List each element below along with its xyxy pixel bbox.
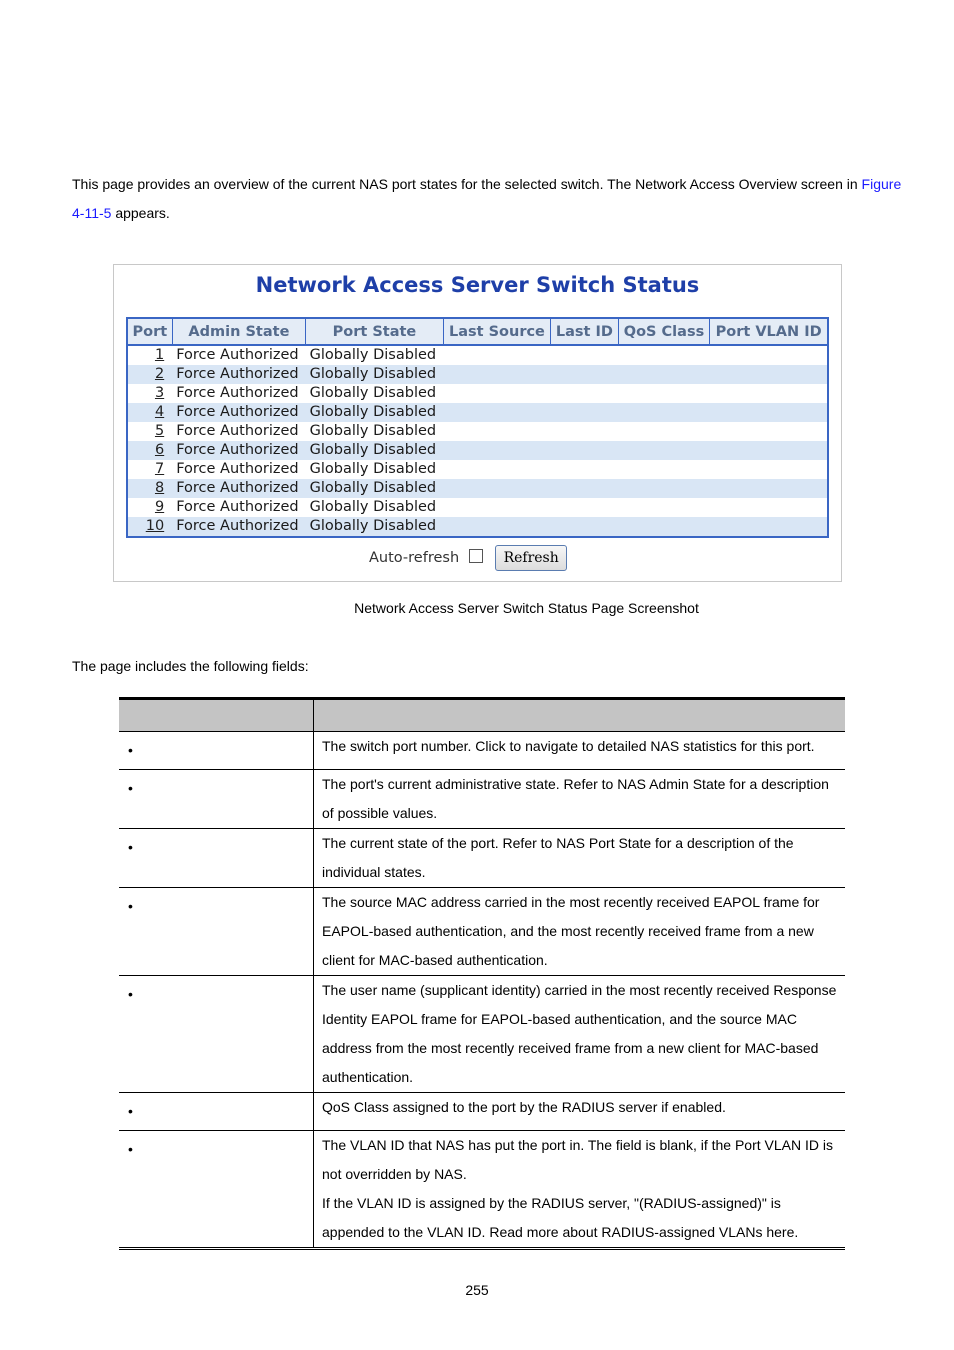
field-description-cell [314,1131,846,1249]
admin-state-cell: Force Authorized [172,365,305,384]
field-description-cell [314,732,846,770]
port-link[interactable]: 1 [154,347,165,363]
empty-cell [710,403,828,422]
port-link[interactable]: 3 [154,385,165,401]
field-description-cell [314,1093,846,1131]
port-link[interactable]: 7 [154,461,165,477]
port-state-cell: Globally Disabled [306,479,444,498]
port-state-cell: Globally Disabled [306,498,444,517]
bullet-icon: • [128,986,133,1002]
port-state-cell: Globally Disabled [306,441,444,460]
field-description-cell [314,976,846,1093]
field-description: The source MAC address carried in the most recently received EAPOL frame for EAPOL-based authentication, and the most recently received frame from a new client for MAC-based authentication. [322,894,820,968]
bullet-icon: • [128,898,133,914]
table-row [127,403,828,422]
port-state-cell: Globally Disabled [306,384,444,403]
column-header: QoS Class [618,318,710,345]
field-object-cell [119,976,314,1093]
fields-table [119,697,845,1250]
admin-state-cell: Force Authorized [172,422,305,441]
table-row [127,441,828,460]
empty-cell [618,460,710,479]
port-cell [127,479,172,498]
table-row [127,345,828,365]
port-cell [127,517,172,537]
field-description: The current state of the port. Refer to NAS Port State for a description of the individual states. [322,835,794,880]
nas-status-screenshot [113,264,842,582]
port-state-cell: Globally Disabled [306,403,444,422]
empty-cell [618,422,710,441]
empty-cell [443,460,550,479]
empty-cell [710,422,828,441]
empty-cell [551,517,619,537]
field-row [119,770,845,829]
bullet-icon: • [128,839,133,855]
table-row [127,365,828,384]
port-state-cell: Globally Disabled [306,365,444,384]
empty-cell [443,384,550,403]
table-row [127,384,828,403]
auto-refresh-group [369,545,567,571]
port-cell [127,498,172,517]
field-description: The VLAN ID that NAS has put the port in. The field is blank, if the Port VLAN ID is not overridden by NAS. [322,1137,833,1182]
field-description: If the VLAN ID is assigned by the RADIUS server, "(RADIUS-assigned)" is appended to the VLAN ID. Read more about RADIUS-assigned VLANs here. [322,1195,799,1240]
field-row [119,888,845,976]
admin-state-cell: Force Authorized [172,441,305,460]
port-cell [127,460,172,479]
field-description-cell [314,829,846,888]
admin-state-cell: Force Authorized [172,384,305,403]
empty-cell [710,498,828,517]
bullet-icon: • [128,1103,133,1119]
column-header: Port [127,318,172,345]
admin-state-cell: Force Authorized [172,517,305,537]
table-row [127,460,828,479]
empty-cell [443,345,550,365]
field-description: QoS Class assigned to the port by the RADIUS server if enabled. [322,1099,726,1115]
figure-link[interactable]: Figure 4-11-5 [72,176,902,221]
empty-cell [443,403,550,422]
port-link[interactable]: 2 [154,366,165,382]
port-link[interactable]: 9 [154,499,165,515]
field-object-cell [119,732,314,770]
port-link[interactable]: 10 [145,518,165,534]
screenshot-title: Network Access Server Switch Status [255,273,700,297]
intro-text: This page provides an overview of the current NAS port states for the selected switch. The Network Access Overview screen in [72,176,862,192]
column-header: Last Source [443,318,550,345]
table-body [127,345,828,537]
empty-cell [551,460,619,479]
empty-cell [551,498,619,517]
field-object-cell [119,829,314,888]
admin-state-cell: Force Authorized [172,403,305,422]
port-link[interactable]: 5 [154,423,165,439]
field-row [119,1131,845,1249]
empty-cell [618,441,710,460]
field-description-cell [314,770,846,829]
port-state-cell: Globally Disabled [306,345,444,365]
admin-state-cell: Force Authorized [172,479,305,498]
table-row [127,422,828,441]
empty-cell [551,422,619,441]
table-row [127,517,828,537]
field-object-cell [119,770,314,829]
empty-cell [443,422,550,441]
port-state-cell: Globally Disabled [306,517,444,537]
bullet-icon: • [128,1141,133,1157]
field-description: The port's current administrative state. Refer to NAS Admin State for a description of possible values. [322,776,829,821]
refresh-button[interactable]: Refresh [495,545,567,571]
empty-cell [443,365,550,384]
auto-refresh-checkbox[interactable] [469,549,483,563]
empty-cell [551,403,619,422]
bullet-icon: • [128,780,133,796]
empty-cell [618,403,710,422]
fields-header-description [314,699,846,732]
table-row [127,479,828,498]
port-cell [127,403,172,422]
port-link[interactable]: 6 [154,442,165,458]
empty-cell [443,441,550,460]
empty-cell [618,479,710,498]
column-header: Port VLAN ID [710,318,828,345]
empty-cell [443,498,550,517]
bullet-icon: • [128,742,133,758]
admin-state-cell: Force Authorized [172,498,305,517]
intro-suffix: appears. [111,205,170,221]
page-number: 255 [465,1282,489,1298]
field-object-cell [119,1093,314,1131]
empty-cell [710,460,828,479]
fields-header-row [119,699,845,732]
empty-cell [618,365,710,384]
field-description-cell [314,888,846,976]
field-object-cell [119,888,314,976]
port-cell [127,441,172,460]
empty-cell [551,479,619,498]
port-cell [127,384,172,403]
fields-intro: The page includes the following fields: [72,658,309,674]
empty-cell [618,384,710,403]
column-header: Port State [306,318,444,345]
figure-caption: Network Access Server Switch Status Page Screenshot [354,600,699,616]
empty-cell [618,345,710,365]
intro-paragraph [72,170,902,228]
empty-cell [618,498,710,517]
empty-cell [710,345,828,365]
field-row [119,1093,845,1131]
port-link[interactable]: 8 [154,480,165,496]
empty-cell [710,479,828,498]
empty-cell [710,384,828,403]
port-state-cell: Globally Disabled [306,422,444,441]
empty-cell [618,517,710,537]
empty-cell [443,517,550,537]
nas-status-table [126,317,829,538]
port-cell [127,345,172,365]
port-link[interactable]: 4 [154,404,165,420]
empty-cell [551,384,619,403]
empty-cell [710,441,828,460]
table-row [127,498,828,517]
empty-cell [551,345,619,365]
empty-cell [710,517,828,537]
table-header-row [127,318,828,345]
port-cell [127,422,172,441]
empty-cell [710,365,828,384]
field-description: The switch port number. Click to navigate to detailed NAS statistics for this port. [322,738,815,754]
field-row [119,976,845,1093]
fields-header-object [119,699,314,732]
field-row [119,732,845,770]
field-row [119,829,845,888]
column-header: Last ID [551,318,619,345]
empty-cell [551,441,619,460]
port-cell [127,365,172,384]
field-description: The user name (supplicant identity) carried in the most recently received Response Identity EAPOL frame for EAPOL-based authentication, and the source MAC address from the most recently received frame from a new client for MAC-based authentication. [322,982,837,1085]
admin-state-cell: Force Authorized [172,345,305,365]
field-object-cell [119,1131,314,1249]
port-state-cell: Globally Disabled [306,460,444,479]
empty-cell [443,479,550,498]
auto-refresh-label: Auto-refresh [369,550,460,566]
admin-state-cell: Force Authorized [172,460,305,479]
empty-cell [551,365,619,384]
fields-body [119,732,845,1249]
column-header: Admin State [172,318,305,345]
